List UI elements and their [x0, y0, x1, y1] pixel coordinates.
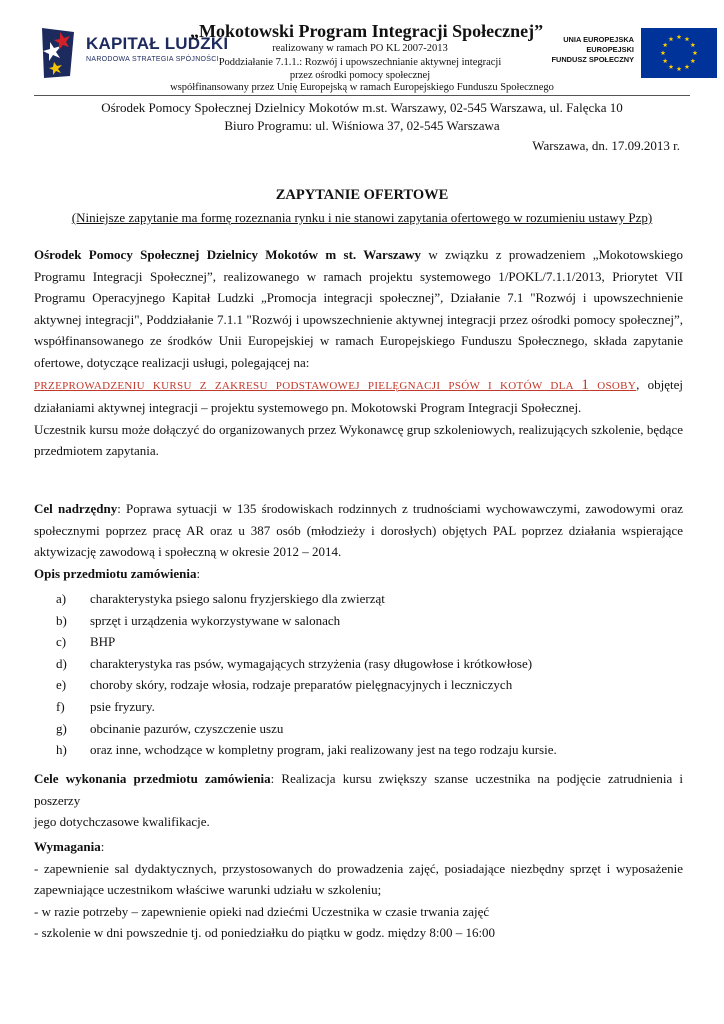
program-title: „Mokotowski Program Integracji Społecznej” — [190, 21, 544, 41]
list-item-text: BHP — [90, 634, 116, 650]
list-item — [34, 674, 683, 696]
list-item-text: charakterystyka ras psów, wymagających strzyżenia (rasy długowłose i krótkowłose) — [90, 655, 533, 671]
objectives-line-1-text: : Realizacja kursu zwiększy szanse uczestnika na podjęcie zatrudnienia i poszerzy — [34, 771, 683, 808]
intro-line-9: Uczestnik kursu może dołączyć do organizowanych przez Wykonawcę grup szkoleniowych, realizujących szkolenie, będące — [34, 421, 683, 437]
kapital-ludzki-title: KAPITAŁ LUDZKI — [86, 34, 229, 53]
list-item — [34, 653, 683, 675]
requirement-line-1: - zapewnienie sal dydaktycznych, przystosowanych do prowadzenia zajęć, posiadające niezbędny sprzęt i wyposażenie — [34, 860, 683, 876]
objectives-label: Cele wykonania przedmiotu zamówienia — [34, 771, 271, 786]
scope-list — [34, 588, 683, 761]
eu-logo-line-3: FUNDUSZ SPOŁECZNY — [551, 55, 634, 64]
requirements-section — [34, 836, 683, 944]
eu-logo-text — [546, 35, 634, 65]
intro-line-6: ofertowe, dotyczące realizacji usługi, polegającej na: — [34, 354, 310, 370]
list-item — [34, 588, 683, 610]
course-name-part-1: PRZEPROWADZENIU KURSU Z ZAKRESU PODSTAWOWEJ PIELĘGNACJI PSÓW I KOTÓW DLA — [34, 379, 582, 392]
kapital-ludzki-logo — [34, 20, 229, 86]
main-goal-line-1-text: : Poprawa sytuacji w 135 środowiskach rodzinnych z trudnościami wychowawczymi, zawodowymi oraz — [117, 501, 684, 516]
list-item-letter: b) — [56, 612, 67, 628]
requirements-colon: : — [100, 839, 105, 854]
program-header — [190, 20, 544, 83]
main-goal-label: Cel nadrzędny — [34, 501, 118, 516]
scope-heading — [34, 563, 683, 585]
list-item-text: sprzęt i urządzenia wykorzystywane w salonach — [90, 612, 341, 628]
list-item-letter: h) — [56, 742, 67, 758]
document-note: (Niniejsze zapytanie ma formę rozeznania rynku i nie stanowi zapytania ofertowego w rozumieniu ustawy Pzp) — [71, 210, 653, 225]
main-goal-line-1 — [34, 498, 683, 520]
requirement-line-4: - szkolenie w dni powszednie tj. od poniedziałku do piątku w godz. między 8:00 – 16:00 — [34, 925, 496, 941]
kapital-ludzki-subtitle: NARODOWA STRATEGIA SPÓJNOŚCI — [86, 56, 219, 63]
list-item-letter: c) — [56, 634, 67, 650]
course-name-part-2: OSOBY — [589, 379, 637, 392]
list-item-text: obcinanie pazurów, czyszczenie uszu — [90, 720, 284, 736]
objectives-section — [34, 768, 683, 833]
cofinancing-line: współfinansowany przez Unię Europejską w ramach Europejskiego Funduszu Społecznego — [170, 82, 554, 93]
document-date: Warszawa, dn. 17.09.2013 r. — [532, 138, 680, 153]
list-item-letter: a) — [56, 591, 67, 606]
objectives-line-2: jego dotychczasowe kwalifikacje. — [34, 814, 210, 830]
list-item-text: charakterystyka psiego salonu fryzjerskiego dla zwierząt — [90, 591, 385, 606]
intro-line-2: Programu Integracji Społecznej”, realizowanego w ramach projektu systemowego 1/POKL/7.1.1/2013, Priorytet VII — [34, 268, 683, 284]
intro-line-3: Programu Operacyjnego Kapitał Ludzki „Promocja integracji społecznej”, Działanie 7.1 "Rozwój i upowszechnienie — [34, 290, 683, 306]
eu-flag-icon — [641, 28, 717, 78]
intro-paragraph — [34, 244, 683, 462]
scope-list-container — [34, 588, 683, 761]
requirements-heading — [34, 836, 683, 858]
objectives-line-1 — [34, 768, 683, 811]
main-goal-line-2: społecznymi poprzez pracę AR oraz u 387 osób (młodzieży i dorosłych) objętych PAL poprzez działania wspierające — [34, 522, 683, 538]
list-item-text: choroby skóry, rodzaje włosia, rodzaje preparatów pielęgnacyjnych i leczniczych — [90, 677, 513, 693]
intro-line-5: współfinansowanego ze środków Unii Europejskiej w ramach Europejskiego Funduszu Społecznego, składa zapytanie — [34, 333, 683, 349]
eu-logo-line-1: UNIA EUROPEJSKA — [563, 35, 634, 44]
list-item — [34, 739, 683, 761]
requirement-line-3: - w razie potrzeby – zapewnienie opieki nad dziećmi Uczestnika w czasie trwania zajęć — [34, 903, 490, 919]
program-line-3: przez ośrodki pomocy społecznej — [289, 70, 431, 81]
eu-logo-line-2: EUROPEJSKI — [586, 45, 634, 54]
scope-label: Opis przedmiotu zamówienia — [34, 565, 197, 581]
program-line-2: Poddziałanie 7.1.1.: Rozwój i upowszechnianie aktywnej integracji — [218, 56, 502, 68]
address-line-2: Biuro Programu: ul. Wiśniowa 37, 02-545 Warszawa — [224, 118, 500, 133]
course-line — [34, 374, 683, 398]
header-divider — [34, 95, 690, 96]
eu-logo — [546, 28, 692, 78]
list-item — [34, 696, 683, 718]
list-item-text: psie fryzury. — [90, 698, 155, 714]
document-title: ZAPYTANIE OFERTOWE — [275, 187, 449, 203]
course-line-rest: , objętej — [636, 376, 683, 392]
list-item — [34, 631, 683, 653]
list-item — [34, 718, 683, 740]
main-goal-line-3: aktywizację zawodową i społeczną w okresie 2012 – 2014. — [34, 544, 342, 560]
list-item-letter: e) — [56, 677, 67, 693]
kapital-ludzki-star-icon — [40, 24, 78, 80]
scope-colon: : — [196, 565, 201, 581]
main-goal-section — [34, 498, 683, 584]
list-item-text: oraz inne, wchodzące w kompletny program, jaki realizowany jest na tego rodzaju kursie. — [90, 742, 557, 758]
institution-name: Ośrodek Pomocy Społecznej Dzielnicy Mokotów m st. Warszawy — [34, 247, 422, 262]
course-participant-count: 1 — [581, 376, 590, 393]
intro-line-1 — [34, 244, 683, 266]
intro-line-1-rest: w związku z prowadzeniem „Mokotowskiego — [421, 247, 683, 262]
requirement-line-2: zapewniające uczestnikom właściwe warunki udziału w szkoleniu; — [34, 882, 382, 898]
intro-line-10: przedmiotem zapytania. — [34, 443, 159, 459]
list-item — [34, 610, 683, 632]
list-item-letter: g) — [56, 720, 67, 736]
course-name — [34, 376, 637, 393]
list-item-letter: f) — [56, 698, 65, 714]
list-item-letter: d) — [56, 655, 67, 671]
intro-line-8: działaniami aktywnej integracji – projektu systemowego pn. Mokotowski Program Integracji Społecznej. — [34, 400, 582, 416]
program-line-1: realizowany w ramach PO KL 2007-2013 — [272, 43, 448, 54]
intro-line-4: aktywnej integracji", Poddziałanie 7.1.1 "Rozwój i upowszechnienie aktywnej integracji przez ośrodki pomocy społecznej”, — [34, 311, 683, 327]
address-line-1: Ośrodek Pomocy Społecznej Dzielnicy Mokotów m.st. Warszawy, 02-545 Warszawa, ul. Falęcka 10 — [101, 100, 623, 115]
requirements-label: Wymagania — [34, 839, 101, 854]
